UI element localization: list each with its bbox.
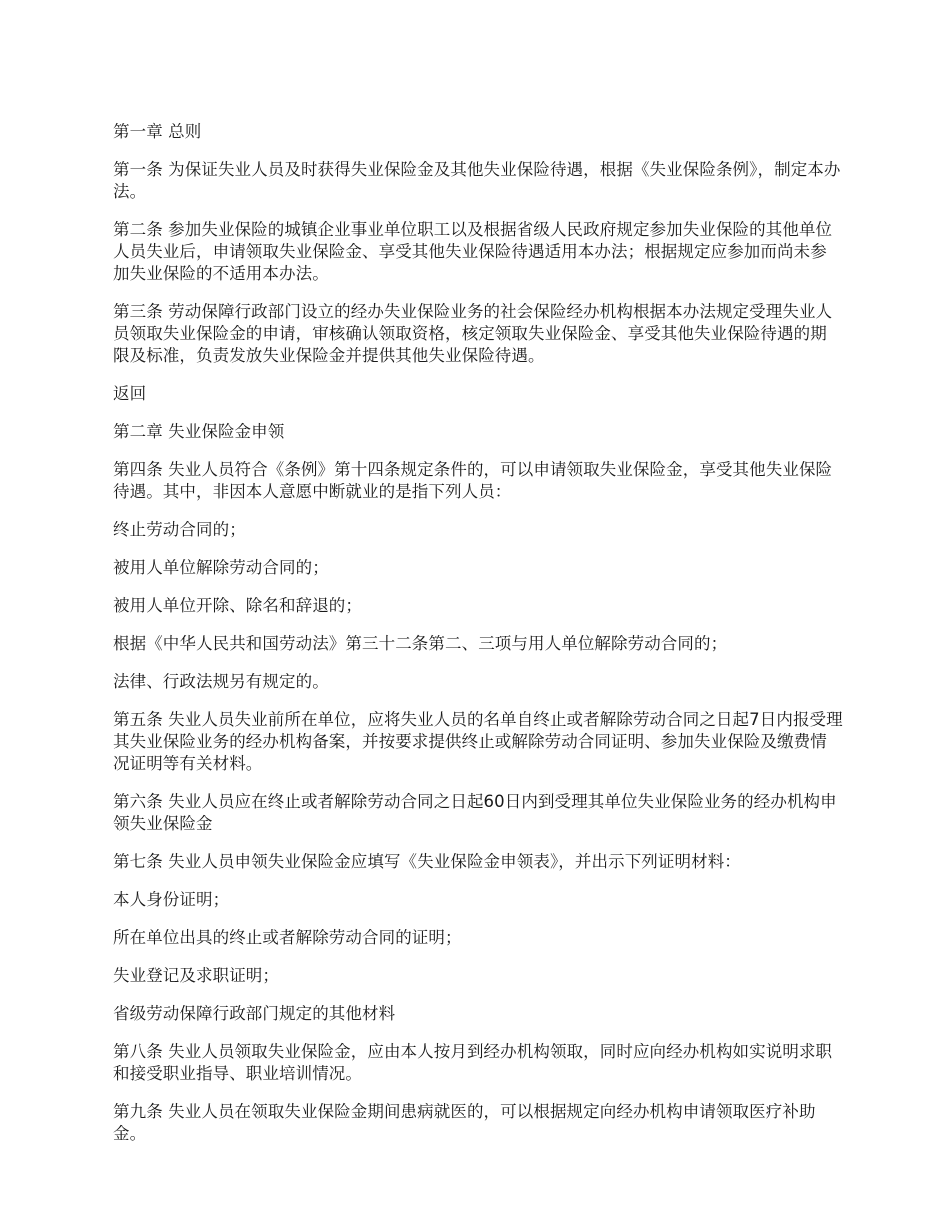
article-9: 第九条 失业人员在领取失业保险金期间患病就医的，可以根据规定向经办机构申请领取医疗补助金。: [113, 1102, 816, 1143]
list-item: 失业登记及求职证明；: [113, 966, 279, 985]
article-5: 第五条 失业人员失业前所在单位，应将失业人员的名单自终止或者解除劳动合同之日起7日内报受理其失业保险业务的经办机构备案，并按要求提供终止或解除劳动合同证明、参加失业保险及缴费情况证明等有关材料。: [113, 710, 843, 773]
document-body: [113, 121, 843, 1161]
article-7: 第七条 失业人员申领失业保险金应填写《失业保险金申领表》，并出示下列证明材料：: [113, 852, 741, 871]
list-item: 法律、行政法规另有规定的。: [113, 672, 329, 691]
list-item: 终止劳动合同的；: [113, 520, 246, 539]
article-1: 第一条 为保证失业人员及时获得失业保险金及其他失业保险待遇，根据《失业保险条例》，制定本办法。: [113, 160, 841, 201]
chapter-2-heading: 第二章 失业保险金申领: [113, 422, 285, 441]
back-link[interactable]: 返回: [113, 384, 147, 403]
list-item: 被用人单位解除劳动合同的；: [113, 558, 329, 577]
article-2: 第二条 参加失业保险的城镇企业事业单位职工以及根据省级人民政府规定参加失业保险的其他单位人员失业后，申请领取失业保险金、享受其他失业保险待遇适用本办法；根据规定应参加而尚未参加失业保险的不适用本办法。: [113, 220, 833, 283]
article-3: 第三条 劳动保障行政部门设立的经办失业保险业务的社会保险经办机构根据本办法规定受理失业人员领取失业保险金的申请，审核确认领取资格，核定领取失业保险金、享受其他失业保险待遇的期限及标准，负责发放失业保险金并提供其他失业保险待遇。: [113, 302, 833, 365]
article-8: 第八条 失业人员领取失业保险金，应由本人按月到经办机构领取，同时应向经办机构如实说明求职和接受职业指导、职业培训情况。: [113, 1042, 833, 1083]
article-4: 第四条 失业人员符合《条例》第十四条规定条件的，可以申请领取失业保险金，享受其他失业保险待遇。其中，非因本人意愿中断就业的是指下列人员：: [113, 460, 833, 501]
list-item: 被用人单位开除、除名和辞退的；: [113, 596, 362, 615]
chapter-1-heading: 第一章 总则: [113, 122, 202, 141]
list-item: 所在单位出具的终止或者解除劳动合同的证明；: [113, 928, 462, 947]
list-item: 根据《中华人民共和国劳动法》第三十二条第二、三项与用人单位解除劳动合同的；: [113, 634, 728, 653]
list-item: 本人身份证明；: [113, 890, 230, 909]
list-item: 省级劳动保障行政部门规定的其他材料: [113, 1004, 396, 1023]
article-6: 第六条 失业人员应在终止或者解除劳动合同之日起60日内到受理其单位失业保险业务的经办机构申领失业保险金: [113, 792, 837, 833]
